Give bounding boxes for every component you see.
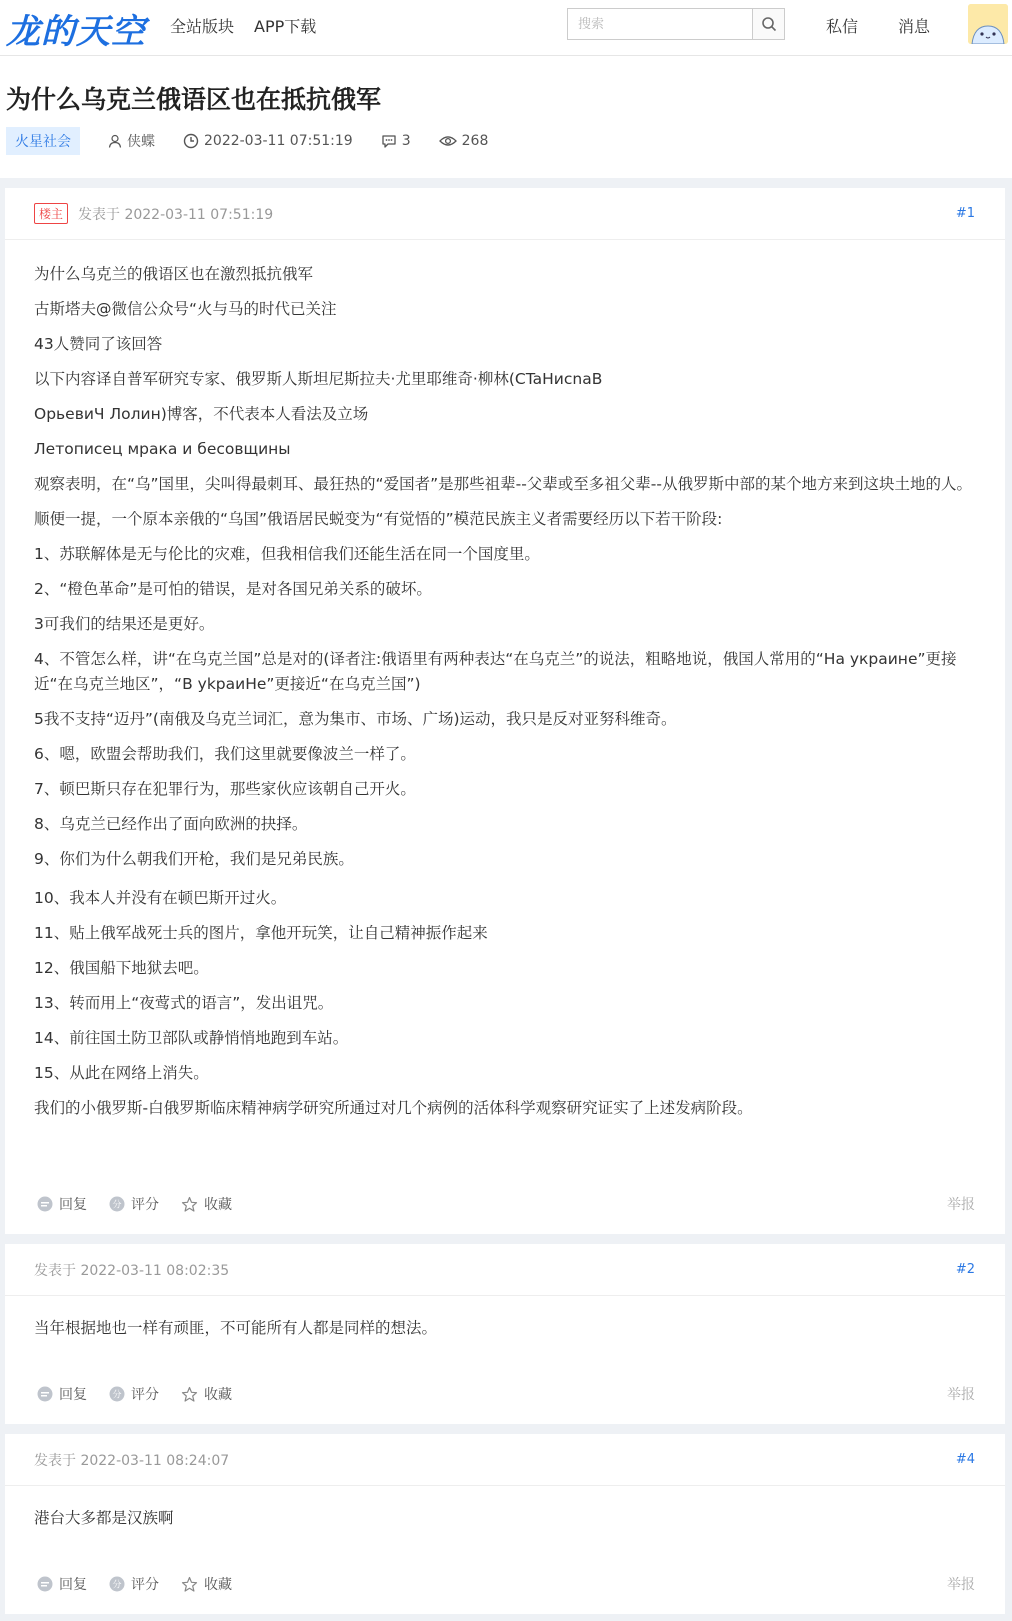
thread-header [0, 56, 1012, 178]
reply-button[interactable] [37, 1384, 87, 1404]
rate-button[interactable] [109, 1574, 159, 1594]
clock-icon [183, 133, 199, 149]
reply-button[interactable] [37, 1574, 87, 1594]
post-paragraph: Летописец мрака и бесовщины [34, 440, 291, 458]
search-box [567, 8, 785, 40]
views-meta [439, 133, 489, 149]
reply-label: 回复 [59, 1197, 87, 1213]
floor-number[interactable]: #1 [955, 206, 975, 221]
svg-text:分: 分 [112, 1390, 122, 1401]
post-paragraph: 港台大多都是汉族啊 [34, 1509, 174, 1527]
reply-icon [37, 1576, 53, 1592]
thread-meta [6, 126, 488, 156]
report-link[interactable]: 举报 [947, 1577, 975, 1593]
rate-icon [109, 1386, 125, 1402]
favorite-label: 收藏 [204, 1577, 232, 1593]
author-meta [108, 131, 155, 151]
post-paragraph: 为什么乌克兰的俄语区也在激烈抵抗俄军 [34, 265, 314, 283]
nav-all-sections[interactable]: 全站版块 [170, 17, 235, 36]
post-3 [5, 1434, 1005, 1614]
reply-label: 回复 [59, 1387, 87, 1403]
rate-label: 评分 [131, 1387, 159, 1403]
favorite-button[interactable] [181, 1194, 232, 1214]
post-paragraph: 10、我本人并没有在顿巴斯开过火。 [34, 889, 287, 907]
star-icon [181, 1386, 198, 1403]
nav-private-messages[interactable]: 私信 [826, 17, 859, 36]
board-tag[interactable]: 火星社会 [6, 127, 80, 155]
star-icon [181, 1576, 198, 1593]
post-paragraph: 8、乌克兰已经作出了面向欧洲的抉择。 [34, 815, 308, 833]
user-icon [108, 134, 122, 148]
post-actions [5, 1364, 1005, 1424]
post-paragraph: 以下内容译自普军研究专家、俄罗斯人斯坦尼斯拉夫·尤里耶维奇·柳林(CTaНиcnaB [34, 370, 603, 388]
rate-button[interactable] [109, 1384, 159, 1404]
favorite-label: 收藏 [204, 1387, 232, 1403]
post-paragraph: 15、从此在网络上消失。 [34, 1064, 209, 1082]
svg-text:分: 分 [112, 1200, 122, 1211]
op-badge: 楼主 [34, 203, 68, 224]
thread-datetime: 2022-03-11 07:51:19 [204, 133, 353, 149]
post-content [5, 1486, 1005, 1531]
post-paragraph: 5我不支持“迈丹”(南俄及乌克兰词汇，意为集市、市场、广场)运动，我只是反对亚努科维奇。 [34, 710, 677, 728]
post-paragraph: 3可我们的结果还是更好。 [34, 615, 215, 633]
rate-button[interactable] [109, 1194, 159, 1214]
post-date: 发表于 2022-03-11 07:51:19 [78, 206, 274, 223]
post-paragraph: 12、俄国船下地狱去吧。 [34, 959, 209, 977]
site-logo[interactable]: 龙的天空 [6, 12, 146, 52]
reply-count: 3 [401, 133, 411, 149]
report-link[interactable]: 举报 [947, 1197, 975, 1213]
favorite-button[interactable] [181, 1574, 232, 1594]
replies-meta [381, 133, 411, 149]
reply-icon [37, 1196, 53, 1212]
post-2 [5, 1244, 1005, 1424]
comment-icon [381, 133, 397, 149]
floor-number[interactable]: #4 [955, 1452, 975, 1467]
top-navbar [0, 0, 1012, 56]
post-header [5, 1434, 1005, 1486]
post-paragraph: 我们的小俄罗斯-白俄罗斯临床精神病学研究所通过对几个病例的活体科学观察研究证实了上述发病阶段。 [34, 1099, 753, 1117]
nav-notifications[interactable]: 消息 [898, 17, 931, 36]
post-paragraph: 古斯塔夫@微信公众号“火与马的时代已关注 [34, 300, 337, 318]
post-header [5, 188, 1005, 240]
date-meta [183, 133, 353, 149]
search-icon [761, 16, 777, 32]
author-name[interactable]: 侠蝶 [127, 134, 155, 150]
favorite-label: 收藏 [204, 1197, 232, 1213]
favorite-button[interactable] [181, 1384, 232, 1404]
post-actions [5, 1554, 1005, 1614]
view-count: 268 [461, 133, 489, 149]
rate-label: 评分 [131, 1577, 159, 1593]
post-paragraph: 4、不管怎么样，讲“在乌克兰国”总是对的(译者注:俄语里有两种表达“在乌克兰”的说法，粗略地说，俄国人常用的“На украине”更接近“在乌克兰地区”，“B ykpaиHe”更接近“在乌克兰国”) [34, 650, 957, 693]
rate-label: 评分 [131, 1197, 159, 1213]
post-paragraph: 6、嗯，欧盟会帮助我们，我们这里就要像波兰一样了。 [34, 745, 416, 763]
reply-button[interactable] [37, 1194, 87, 1214]
post-date: 发表于 2022-03-11 08:02:35 [34, 1262, 230, 1279]
rate-icon [109, 1196, 125, 1212]
nav-app-download[interactable]: APP下载 [254, 17, 317, 36]
reply-label: 回复 [59, 1577, 87, 1593]
post-1 [5, 188, 1005, 1234]
floor-number[interactable]: #2 [955, 1262, 975, 1277]
search-button[interactable] [752, 9, 784, 39]
post-actions [5, 1174, 1005, 1234]
star-icon [181, 1196, 198, 1213]
post-paragraph: 顺便一提，一个原本亲俄的“乌国”俄语居民蜕变为“有觉悟的”模范民族主义者需要经历以下若干阶段: [34, 510, 723, 528]
thread-title: 为什么乌克兰俄语区也在抵抗俄军 [6, 85, 382, 114]
post-paragraph: 1、苏联解体是无与伦比的灾难，但我相信我们还能生活在同一个国度里。 [34, 545, 540, 563]
eye-icon [439, 134, 457, 148]
post-paragraph: 9、你们为什么朝我们开枪，我们是兄弟民族。 [34, 850, 354, 868]
post-paragraph: 当年根据地也一样有顽匪，不可能所有人都是同样的想法。 [34, 1319, 438, 1337]
post-paragraph: 14、前往国土防卫部队或静悄悄地跑到车站。 [34, 1029, 349, 1047]
rate-icon [109, 1576, 125, 1592]
user-avatar[interactable] [968, 4, 1008, 44]
post-content [5, 240, 1005, 1121]
reply-icon [37, 1386, 53, 1402]
post-paragraph: 2、“橙色革命”是可怕的错误，是对各国兄弟关系的破坏。 [34, 580, 432, 598]
post-paragraph: 观察表明，在“乌”国里，尖叫得最刺耳、最狂热的“爱国者”是那些祖辈--父辈或至多祖父辈--从俄罗斯中部的某个地方来到这块土地的人。 [34, 475, 972, 493]
search-input[interactable] [568, 9, 752, 39]
post-paragraph: 7、顿巴斯只存在犯罪行为，那些家伙应该朝自己开火。 [34, 780, 416, 798]
svg-text:分: 分 [112, 1580, 122, 1591]
post-paragraph: OpьeвиЧ Лолин)博客，不代表本人看法及立场 [34, 405, 369, 423]
post-date: 发表于 2022-03-11 08:24:07 [34, 1452, 230, 1469]
post-paragraph: 43人赞同了该回答 [34, 335, 163, 353]
post-paragraph: 13、转而用上“夜莺式的语言”，发出诅咒。 [34, 994, 334, 1012]
post-content [5, 1296, 1005, 1341]
post-paragraph: 11、贴上俄军战死士兵的图片，拿他开玩笑，让自己精神振作起来 [34, 924, 488, 942]
post-header [5, 1244, 1005, 1296]
report-link[interactable]: 举报 [947, 1387, 975, 1403]
